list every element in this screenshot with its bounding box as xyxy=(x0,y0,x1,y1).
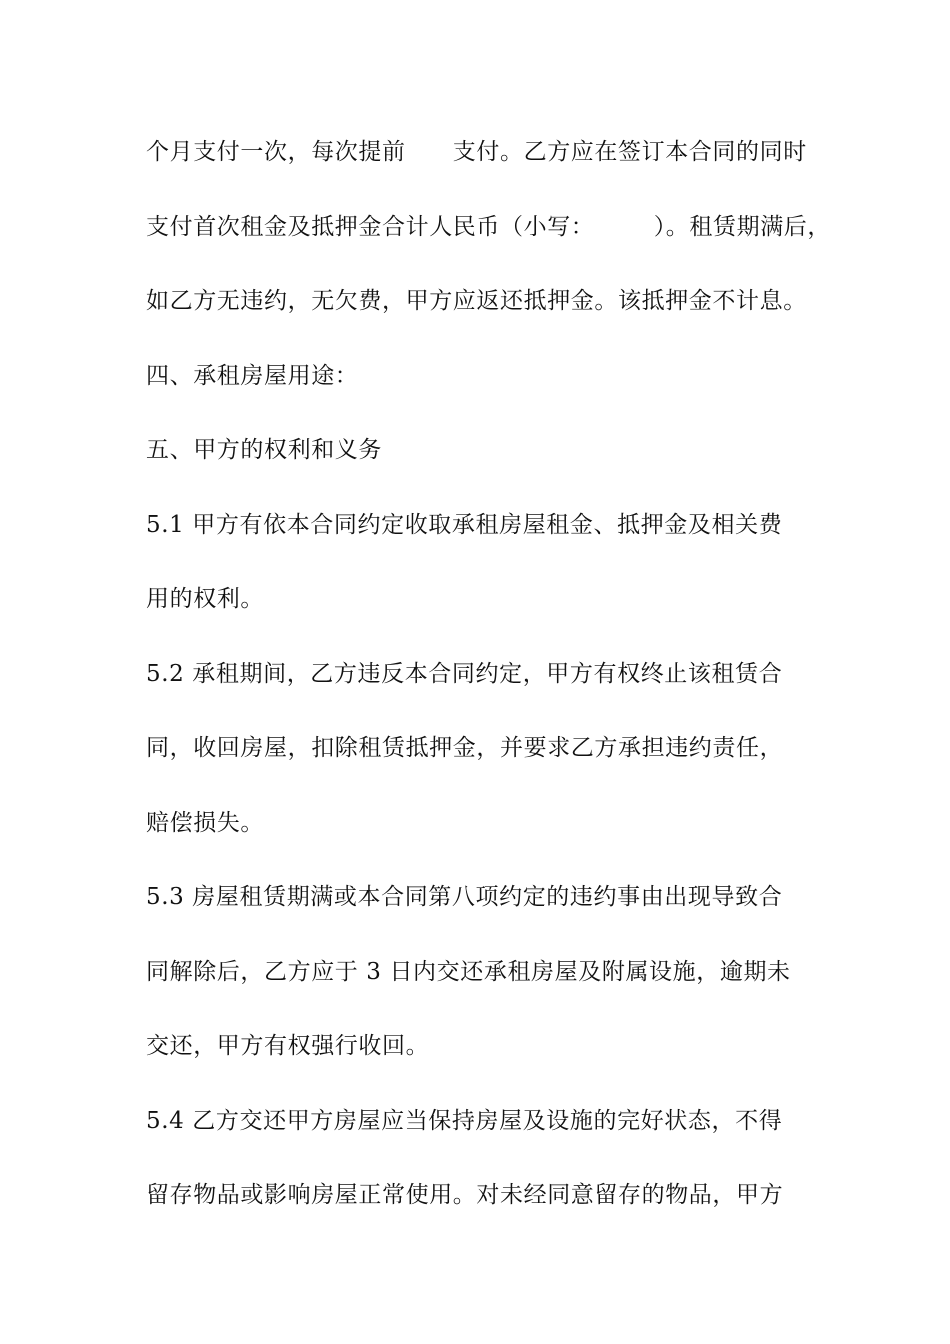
section-heading: 四、承租房屋用途： xyxy=(146,362,359,389)
document-body xyxy=(146,129,831,1247)
clause-line: 5.1 甲方有依本合同约定收取承租房屋租金、抵押金及相关费 xyxy=(146,511,783,538)
clause-line: 5.3 房屋租赁期满或本合同第八项约定的违约事由出现导致合 xyxy=(146,884,783,910)
section-heading: 五、甲方的权利和义务 xyxy=(146,437,382,463)
text-line: 留存物品或影响房屋正常使用。对未经同意留存的物品，甲方 xyxy=(146,1182,784,1208)
text-line: 交还，甲方有权强行收回。 xyxy=(146,1033,430,1059)
clause-line: 5.4 乙方交还甲方房屋应当保持房屋及设施的完好状态，不得 xyxy=(146,1107,783,1134)
text-line: 支付首次租金及抵押金合计人民币（小写： ）。租赁期满后， xyxy=(146,213,831,240)
text-line: 同，收回房屋，扣除租赁抵押金，并要求乙方承担违约责任， xyxy=(146,735,784,761)
text-line: 同解除后，乙方应于 3 日内交还承租房屋及附属设施，逾期未 xyxy=(146,958,791,985)
text-line: 用的权利。 xyxy=(146,586,264,612)
text-line: 如乙方无违约，无欠费，甲方应返还抵押金。该抵押金不计息。 xyxy=(146,288,807,314)
text-line: 个月支付一次，每次提前 支付。乙方应在签订本合同的同时 xyxy=(146,139,807,165)
text-line: 赔偿损失。 xyxy=(146,809,264,836)
clause-line: 5.2 承租期间，乙方违反本合同约定，甲方有权终止该租赁合 xyxy=(146,660,783,687)
